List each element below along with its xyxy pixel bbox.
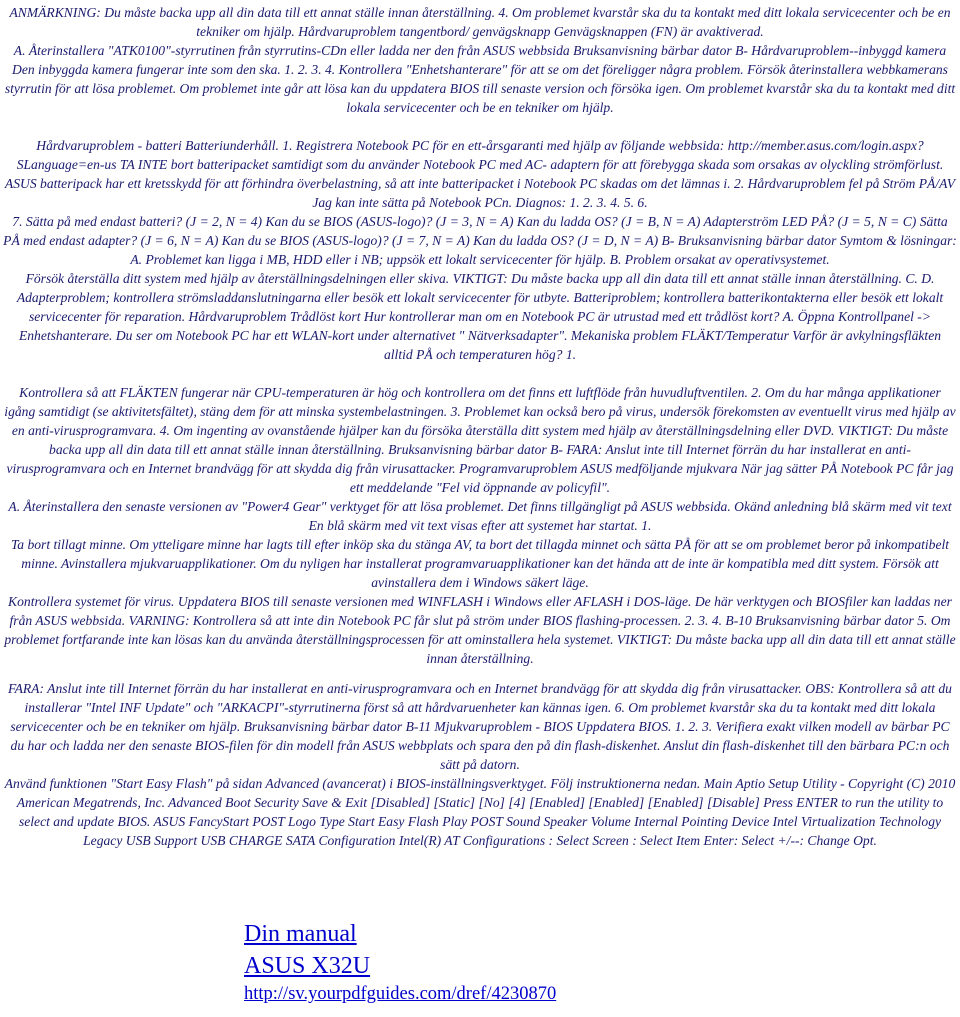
manual-title-link[interactable]: Din manual [244, 921, 357, 947]
paragraph-webcam-problem: A. Återinstallera "ATK0100"-styrrutinen från styrrutins-CDn eller ladda ner den från ASUS webbsida Bruksanvisning bärbar dator B- Hårdvaruproblem--inbyggd kamera Den inbyggda kamera fungerar inte som den ska. 1. 2. 3. 4. Kontrollera "Enhetshanterare" för att se om det föreligger några problem. Försök återinstallera webbkamerans styrrutin för att lösa problemet. Om problemet inte går att lösa kan du uppdatera BIOS till senaste version och försöka igen. Om problemet kvarstår ska du ta kontakt med ditt lokala servicecenter och be en tekniker om hjälp. [4, 43, 956, 115]
paragraph-warning-bios-update: FARA: Anslut inte till Internet förrän du har installerat en anti-virusprogramvara och en Internet brandvägg för att skydda dig från virusattacker. OBS: Kontrollera så att du installerar "Intel INF Update" och "ARKACPI"-styrrutinerna först så att hårdvaruenheter kan kännas igen. 6. Om problemet kvarstår ska du ta kontakt med ditt lokala servicecenter och be en tekniker om hjälp. Bruksanvisning bärbar dator B-11 Mjukvaruproblem - BIOS Uppdatera BIOS. 1. 2. 3. Verifiera exakt vilken modell av bärbar PC du har och ladda ner den senaste BIOS-filen för din modell från ASUS webbplats och spara den på din flash-diskenhet. Anslut din flash-diskenhet till den bärbara PC:n och sätt på datorn. [8, 681, 952, 772]
manual-url-link[interactable]: http://sv.yourpdfguides.com/dref/4230870 [244, 984, 557, 1004]
paragraph-battery-problem: Hårdvaruproblem - batteri Batteriunderhåll. 1. Registrera Notebook PC för en ett-årsgaranti med hjälp av följande webbsida: http://member.asus.com/login.aspx?SLanguage=en-us TA INTE bort batteripacket samtidigt som du använder Notebook PC med AC- adaptern för att förebygga skada som orsakas av olyckling strömförlust. ASUS batteripack har ett kretsskydd för att förhindra överbelastning, så att inte batteripacket i Notebook PC skadas om det lämnas i. 2. Hårdvaruproblem fel på Ström PÅ/AV Jag kan inte sätta på Notebook PCn. Diagnos: 1. 2. 3. 4. 5. 6. [4, 138, 956, 210]
paragraph-easy-flash: Använd funktionen "Start Easy Flash" på sidan Advanced (avancerat) i BIOS-inställningsverktyget. Följ instruktionerna nedan. Main Aptio Setup Utility - Copyright (C) 2010 American Megatrends, Inc. Advanced Boot Security Save & Exit [Disabled] [Static] [No] [4] [Enabled] [Enabled] [Enabled] [Disable] Press ENTER to run the utility to select and update BIOS. ASUS FancyStart POST Logo Type Start Easy Flash Play POST Sound Speaker Volume Internal Pointing Device Intel Virtualization Technology Legacy USB Support USB CHARGE SATA Configuration Intel(R) AT Configurations : Select Screen : Select Item Enter: Select +/--: Change Opt. [4, 776, 956, 848]
manual-model-link[interactable]: ASUS X32U [244, 953, 371, 979]
paragraph-fan-temperature: Kontrollera så att FLÄKTEN fungerar när CPU-temperaturen är hög och kontrollera om det finns ett luftflöde från huvudluftventilen. 2. Om du har många applikationer igång samtidigt (se aktivitetsfältet), stäng dem för att minska systembelastningen. 3. Problemet kan också bero på virus, undersök förekomsten av eventuellt virus med hjälp av en anti-virusprogramvara. 4. Om ingenting av ovanstående hjälper kan du försöka återställa ditt system med hjälp av återställningsdelning eller DVD. VIKTIGT: Du måste backa upp all din data till ett annat ställe innan återställning. Bruksanvisning bärbar dator B- FARA: Anslut inte till Internet förrän du har installerat en anti-virusprogramvara och en Internet brandvägg för att skydda dig från virusattacker. Programvaruproblem ASUS medföljande mjukvara När jag sätter PÅ Notebook PC får jag ett meddelande "Fel vid öppnande av policyfil". [4, 385, 956, 495]
paragraph-power4gear: A. Återinstallera den senaste versionen av "Power4 Gear" verktyget för att lösa problemet. Det finns tillgängligt på ASUS webbsida. Okänd anledning blå skärm med vit text En blå skärm med vit text visas efter att systemet har startat. 1. [8, 499, 952, 533]
paragraph-virus-bios: Kontrollera systemet för virus. Uppdatera BIOS till senaste versionen med WINFLASH i Windows eller AFLASH i DOS-läge. De här verktygen och BIOSfiler kan laddas ner från ASUS webbsida. VARNING: Kontrollera så att inte din Notebook PC får slut på ström under BIOS flashing-processen. 2. 3. 4. B-10 Bruksanvisning bärbar dator 5. Om problemet fortfarande inte kan lösas kan du använda återställningsprocessen för att ominstallera hela systemet. VIKTIGT: Du måste backa upp all din data till ett annat ställe innan återställning. [4, 594, 956, 666]
paragraph-power-diagnosis: 7. Sätta på med endast batteri? (J = 2, N = 4) Kan du se BIOS (ASUS-logo)? (J = 3, N = A) Kan du ladda OS? (J = B, N = A) Adapterström LED PÅ? (J = 5, N = C) Sätta PÅ med endast adapter? (J = 6, N = A) Kan du se BIOS (ASUS-logo)? (J = 7, N = A) Kan du ladda OS? (J = D, N = A) B- Bruksanvisning bärbar dator Symtom & lösningar: A. Problemet kan ligga i MB, HDD eller i NB; uppsök ett lokalt servicecenter för hjälp. B. Problem orsakat av operativsystemet. [3, 214, 957, 267]
paragraph-memory: Ta bort tillagt minne. Om ytteligare minne har lagts till efter inköp ska du stänga AV, ta bort det tillagda minnet och sätta PÅ för att se om problemet beror på inkompatibelt minne. Avinstallera mjukvaruapplikationer. Om du nyligen har installerat programvaruapplikationer kan det hända att de inte är kompatibla med ditt system. Försök att avinstallera dem i Windows säkert läge. [10, 537, 950, 590]
paragraph-note-backup: ANMÄRKNING: Du måste backa upp all din data till ett annat ställe innan återställning. 4. Om problemet kvarstår ska du ta kontakt med ditt lokala servicecenter och be en tekniker om hjälp. Hårdvaruproblem tangentbord/ genvägsknapp Genvägsknappen (FN) är avaktiverad. [9, 5, 951, 39]
paragraph-recovery-wireless: Försök återställa ditt system med hjälp av återställningsdelningen eller skiva. VIKTIGT: Du måste backa upp all din data till ett annat ställe innan återställning. C. D. Adapterproblem; kontrollera strömsladdanslutningarna eller besök ett lokalt servicecenter för utbyte. Batteriproblem; kontrollera batterikontakterna eller besök ett lokalt servicecenter för reparation. Hårdvaruproblem Trådlöst kort Hur kontrollerar man om en Notebook PC är utrustad med ett trådlöst kort? A. Öppna Kontrollpanel -> Enhetshanterare. Du ser om Notebook PC har ett WLAN-kort under alternativet " Nätverksadapter". Mekaniska problem FLÄKT/Temperatur Varför är avkylningsfläkten alltid PÅ och temperaturen hög? 1. [16, 271, 944, 362]
manual-footer [244, 918, 556, 1006]
